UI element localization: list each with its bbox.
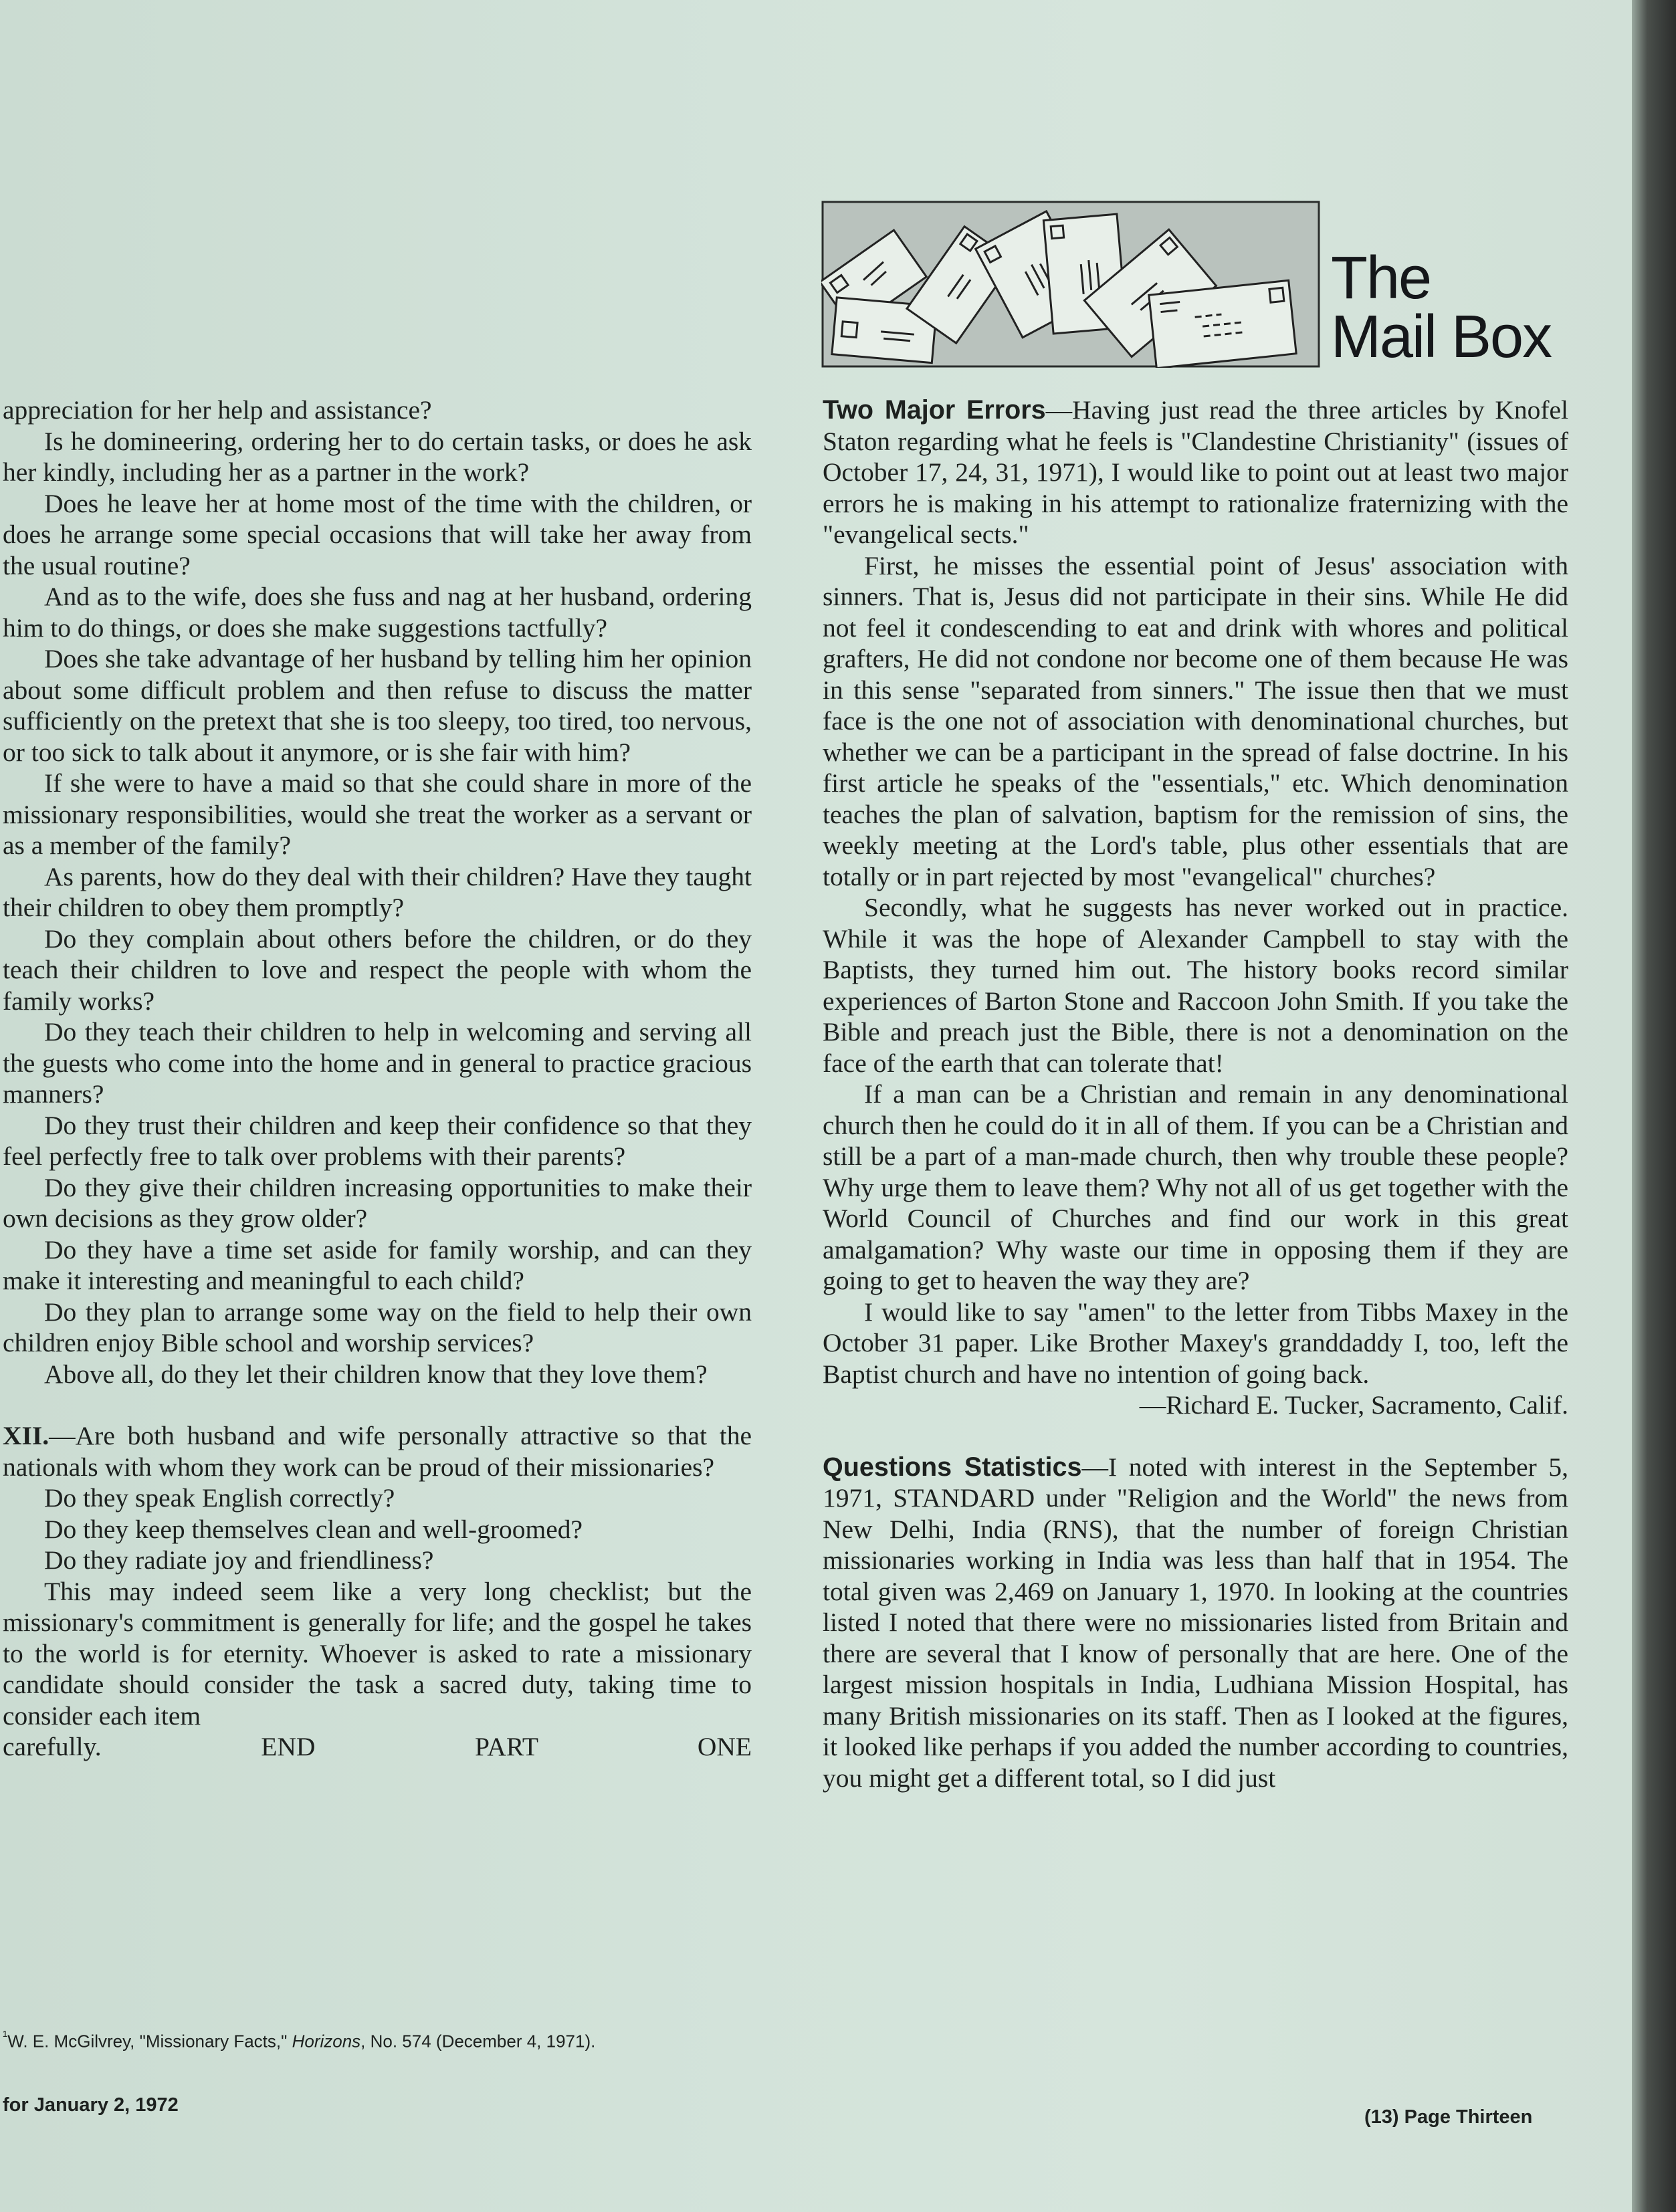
letter-heading: Questions Statistics: [823, 1452, 1082, 1482]
page-edge: [1632, 0, 1676, 2212]
footnote-rest: , No. 574 (December 4, 1971).: [360, 2031, 596, 2052]
mailbox-title: [1331, 245, 1552, 370]
paragraph: If a man can be a Christian and remain in any denominational church then he could do it in all of them. If you can be a Christian and still be a part of a man-made church, then why trouble these people? Why urge them to leave them? Why not all of us get together with the World Council of Churches and find our work in this great amalgamation? Why waste our time in opposing them if they are going to get to heaven the way they are?: [823, 1079, 1568, 1295]
paragraph: Does she take advantage of her husband by telling him her opinion about some difficult problem and then refuse to discuss the matter sufficiently on the pretext that she is too sleepy, too tired, too nervous, or too sick to talk about it anymore, or is she fair with him?: [3, 644, 752, 767]
section-text: —Are both husband and wife personally attractive so that the nationals with whom they work can be proud of their missionaries?: [3, 1421, 752, 1482]
letter-intro: —Having just read the three articles by Knofel Staton regarding what he feels is "Clandestine Christianity" (issues of October 17, 24, 31, 1971), I would like to point out at least two major errors he is making in his attempt to rationalize fraternizing with the "evangelical sects.": [823, 395, 1569, 549]
left-column: [3, 395, 752, 1763]
footer-page-number: (13) Page Thirteen: [1364, 2106, 1533, 2128]
mailbox-title-line1: The: [1331, 245, 1431, 312]
paragraph: Do they teach their children to help in welcoming and serving all the guests who come into the home and in general to practice gracious manners?: [3, 1017, 752, 1109]
footnote-author: W. E. McGilvrey, "Missionary Facts,": [7, 2031, 292, 2052]
letter-paragraph: [823, 395, 1568, 550]
paragraph: Does he leave her at home most of the time with the children, or does he arrange some special occasions that will take her away from the usual routine?: [3, 488, 752, 580]
paragraph: And as to the wife, does she fuss and nag at her husband, ordering him to do things, or does she make suggestions tactfully?: [3, 582, 752, 643]
paragraph: Do they complain about others before the children, or do they teach their children to love and respect the people with whom the family works?: [3, 923, 752, 1016]
paragraph: Do they give their children increasing opportunities to make their own decisions as they grow older?: [3, 1172, 752, 1233]
footnote-mark: ¹: [3, 2027, 8, 2044]
paragraph: I would like to say "amen" to the letter from Tibbs Maxey in the October 31 paper. Like Brother Maxey's granddaddy I, too, left the Baptist church and have no intention of going back.: [823, 1297, 1568, 1389]
footnote-source: Horizons: [292, 2031, 361, 2052]
letter-paragraph: [823, 1452, 1568, 1794]
paragraph: Do they have a time set aside for family worship, and can they make it interesting and meaningful to each child?: [3, 1234, 752, 1295]
paragraph: Above all, do they let their children know that they love them?: [44, 1359, 708, 1389]
paragraph: appreciation for her help and assistance?: [3, 395, 432, 425]
section-paragraph: [3, 1420, 752, 1482]
paragraph: Do they keep themselves clean and well-groomed?: [44, 1514, 583, 1544]
section-label: XII.: [3, 1421, 49, 1450]
letter-text: —I noted with interest in the September 5, 1971, STANDARD under "Religion and the World" the news from New Delhi, India (RNS), that the number of foreign Christian missionaries working in India was less than half that in 1954. The total given was 2,469 on January 1, 1970. In looking at the countries listed I noted that there were no missionaries listed from Britain and there are several that I know of personally that are here. One of the largest mission hospitals in India, Ludhiana Mission Hospital, has many British missionaries on its staff. Then as I looked at the figures, it looked like perhaps if you added the number according to countries, you might get a different total, so I did just: [823, 1452, 1569, 1793]
envelopes-illustration: [821, 201, 1320, 368]
letter-heading: Two Major Errors: [823, 395, 1046, 425]
paragraph: If she were to have a maid so that she could share in more of the missionary responsibilities, would she treat the worker as a servant or as a member of the family?: [3, 768, 752, 860]
footnote: [3, 2025, 752, 2053]
spacer: [823, 1421, 1568, 1452]
right-column: [823, 395, 1568, 1793]
footer-date: for January 2, 1972: [3, 2094, 179, 2116]
paragraph: Secondly, what he suggests has never worked out in practice. While it was the hope of Alexander Campbell to stay with the Baptists, they turned him out. The history books record similar experiences of Barton Stone and Raccoon John Smith. If you take the Bible and preach just the Bible, there is not a denomination on the face of the earth that can tolerate that!: [823, 893, 1568, 1078]
closing-last-word: carefully.: [3, 1732, 102, 1761]
closing-last-line: [3, 1731, 752, 1763]
paragraph: Do they trust their children and keep their confidence so that they feel perfectly free to talk over problems with their parents?: [3, 1110, 752, 1171]
spacer: [3, 1390, 752, 1420]
mailbox-title-line2: Mail Box: [1331, 304, 1552, 370]
end-marker: END PART ONE: [261, 1732, 752, 1761]
letter-signature: —Richard E. Tucker, Sacramento, Calif.: [1139, 1390, 1568, 1420]
paragraph: Is he domineering, ordering her to do certain tasks, or does he ask her kindly, including her as a partner in the work?: [3, 426, 752, 487]
paragraph: Do they plan to arrange some way on the field to help their own children enjoy Bible school and worship services?: [3, 1297, 752, 1357]
paragraph: Do they speak English correctly?: [44, 1483, 395, 1513]
closing-paragraph: This may indeed seem like a very long checklist; but the missionary's commitment is generally for life; and the gospel he takes to the world is for eternity. Whoever is asked to rate a missionary candidate should consider the task a sacred duty, taking time to consider each item: [3, 1576, 752, 1731]
paragraph: As parents, how do they deal with their children? Have they taught their children to obey them promptly?: [3, 861, 752, 922]
paragraph: Do they radiate joy and friendliness?: [44, 1545, 434, 1575]
paragraph: First, he misses the essential point of Jesus' association with sinners. That is, Jesus did not participate in their sins. While He did not feel it condescending to eat and drink with whores and political grafters, He did not condone nor become one of them because He was in this sense "separated from sinners." The issue then that we must face is the one not of association with denominational churches, but whether we can be a participant in the spread of false doctrine. In his first article he speaks of the "essentials," etc. Which denomination teaches the plan of salvation, baptism for the remission of sins, the weekly meeting at the Lord's table, plus other essentials that are totally or in part rejected by most "evangelical" churches?: [823, 550, 1568, 891]
